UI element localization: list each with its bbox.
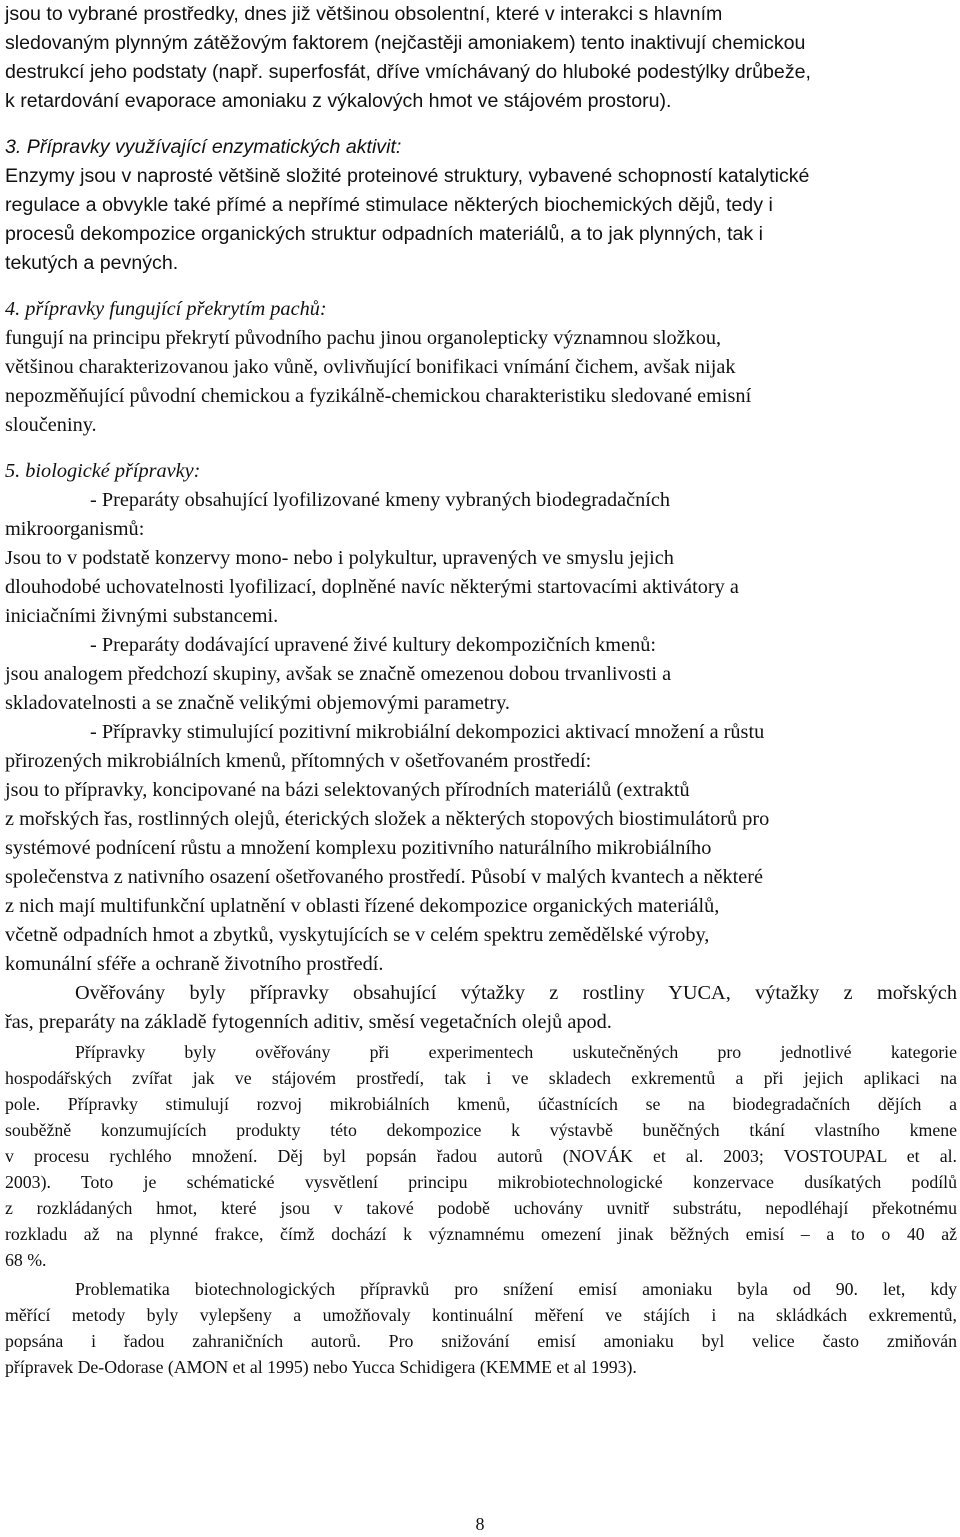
text-line: iniciačními živnými substancemi.	[5, 605, 279, 627]
spacer	[5, 278, 957, 295]
section-5-heading: 5. biologické přípravky:	[5, 460, 201, 482]
text-line: včetně odpadních hmot a zbytků, vyskytujících se v celém spektru zemědělské výroby,	[5, 924, 710, 946]
text-line: Ověřovány byly přípravky obsahující výtažky z rostliny YUCA, výtažky z mořských	[75, 982, 957, 1004]
spacer	[5, 440, 957, 457]
text-line: procesů dekompozice organických struktur odpadních materiálů, a to jak plynných, tak i	[5, 223, 764, 245]
section-3	[5, 133, 957, 278]
text-line: skladovatelnosti a se značně velikými objemovými parametry.	[5, 692, 511, 714]
subsection-title: mikroorganismů:	[5, 518, 145, 540]
subsection-title: přirozených mikrobiálních kmenů, přítomných v ošetřovaném prostředí:	[5, 750, 592, 772]
text-line: sledovaným plynným zátěžovým faktorem (nejčastěji amoniakem) tento inaktivují chemickou	[5, 32, 806, 54]
text-line: fungují na principu překrytí původního pachu jinou organolepticky významnou složkou,	[5, 327, 722, 349]
text-line: popsána i řadou zahraničních autorů. Pro snižování emisí amoniaku byl velice často zmiňován	[5, 1331, 957, 1351]
section-4-heading: 4. přípravky fungující překrytím pachů:	[5, 298, 327, 320]
text-line: systémové podnícení růstu a množení komplexu pozitivního naturálního mikrobiálního	[5, 837, 712, 859]
text-line: jsou to přípravky, koncipované na bázi selektovaných přírodních materiálů (extraktů	[5, 779, 690, 801]
document-page	[5, 0, 957, 1380]
page-number: 8	[475, 1514, 485, 1534]
subsection-title: - Přípravky stimulující pozitivní mikrobiální dekompozici aktivací množení a růstu	[90, 721, 765, 743]
text-line: z mořských řas, rostlinných olejů, éterických složek a některých stopových biostimulátorů pro	[5, 808, 770, 830]
text-line: jsou to vybrané prostředky, dnes již většinou obsolentní, které v interakci s hlavním	[5, 3, 723, 25]
section-3-heading: 3. Přípravky využívající enzymatických aktivit:	[5, 136, 402, 158]
text-line: jsou analogem předchozí skupiny, avšak se značně omezenou dobou trvanlivosti a	[5, 663, 672, 685]
subsection-title: - Preparáty obsahující lyofilizované kmeny vybraných biodegradačních	[90, 489, 671, 511]
problem-paragraph	[5, 1276, 957, 1380]
verified-paragraph	[5, 979, 957, 1037]
text-line: Přípravky byly ověřovány při experimentech uskutečněných pro jednotlivé kategorie	[75, 1042, 957, 1062]
text-line: v procesu rychlého množení. Děj byl popsán řadou autorů (NOVÁK et al. 2003; VOSTOUPAL et al.	[5, 1146, 957, 1166]
text-line: měřící metody byly vylepšeny a umožňovaly kontinuální měření ve stájích i na skládkách exkrementů,	[5, 1305, 957, 1325]
text-line: z nich mají multifunkční uplatnění v oblasti řízené dekompozice organických materiálů,	[5, 895, 720, 917]
text-line: komunální sféře a ochraně životního prostředí.	[5, 953, 384, 975]
section-5	[5, 457, 957, 1037]
text-line: 68 %.	[5, 1250, 47, 1270]
text-line: přípravek De-Odorase (AMON et al 1995) nebo Yucca Schidigera (KEMME et al 1993).	[5, 1357, 637, 1377]
subsection-title: - Preparáty dodávající upravené živé kultury dekompozičních kmenů:	[90, 634, 656, 656]
text-line: sloučeniny.	[5, 414, 97, 436]
text-line: nepozměňující původní chemickou a fyzikálně-chemickou charakteristiku sledované emisní	[5, 385, 752, 407]
text-line: rozkladu až na plynné frakce, čímž dochází k významnému omezení jinak běžných emisí – a to o 40 až	[5, 1224, 957, 1244]
section-4	[5, 295, 957, 440]
text-line: Problematika biotechnologických přípravků pro snížení emisí amoniaku byla od 90. let, kdy	[75, 1279, 957, 1299]
text-line: k retardování evaporace amoniaku z výkalových hmot ve stájovém prostoru).	[5, 90, 672, 112]
text-line: řas, preparáty na základě fytogenních aditiv, směsí vegetačních olejů apod.	[5, 1011, 612, 1033]
text-line: Jsou to v podstatě konzervy mono- nebo i polykultur, upravených ve smyslu jejich	[5, 547, 674, 569]
text-line: souběžně konzumujících produkty této dekompozice k výstavbě buněčných tkání vlastního kmene	[5, 1120, 957, 1140]
spacer	[5, 116, 957, 133]
text-line: většinou charakterizovanou jako vůně, ovlivňující bonifikaci vnímání čichem, avšak nijak	[5, 356, 736, 378]
text-line: pole. Přípravky stimulují rozvoj mikrobiálních kmenů, účastnících se na biodegradačních dějích a	[5, 1094, 957, 1114]
text-line: 2003). Toto je schématické vysvětlení principu mikrobiotechnologické konzervace dusíkatých podílů	[5, 1172, 957, 1192]
experiments-paragraph	[5, 1039, 957, 1273]
text-line: destrukcí jeho podstaty (např. superfosfát, dříve vmíchávaný do hluboké podestýlky drůbeže,	[5, 61, 811, 83]
text-line: hospodářských zvířat jak ve stájovém prostředí, tak i ve skladech exkrementů a při jejich aplikaci na	[5, 1068, 957, 1088]
text-line: dlouhodobé uchovatelnosti lyofilizací, doplněné navíc některými startovacími aktivátory a	[5, 576, 739, 598]
text-line: z rozkládaných hmot, které jsou v takové podobě uchovány uvnitř substrátu, nepodléhají překotnému	[5, 1198, 957, 1218]
text-line: společenstva z nativního osazení ošetřovaného prostředí. Působí v malých kvantech a některé	[5, 866, 764, 888]
text-line: Enzymy jsou v naprosté většině složité proteinové struktury, vybavené schopností katalytické	[5, 165, 810, 187]
text-line: tekutých a pevných.	[5, 252, 179, 274]
intro-paragraph	[5, 0, 957, 116]
text-line: regulace a obvykle také přímé a nepřímé stimulace některých biochemických dějů, tedy i	[5, 194, 773, 216]
